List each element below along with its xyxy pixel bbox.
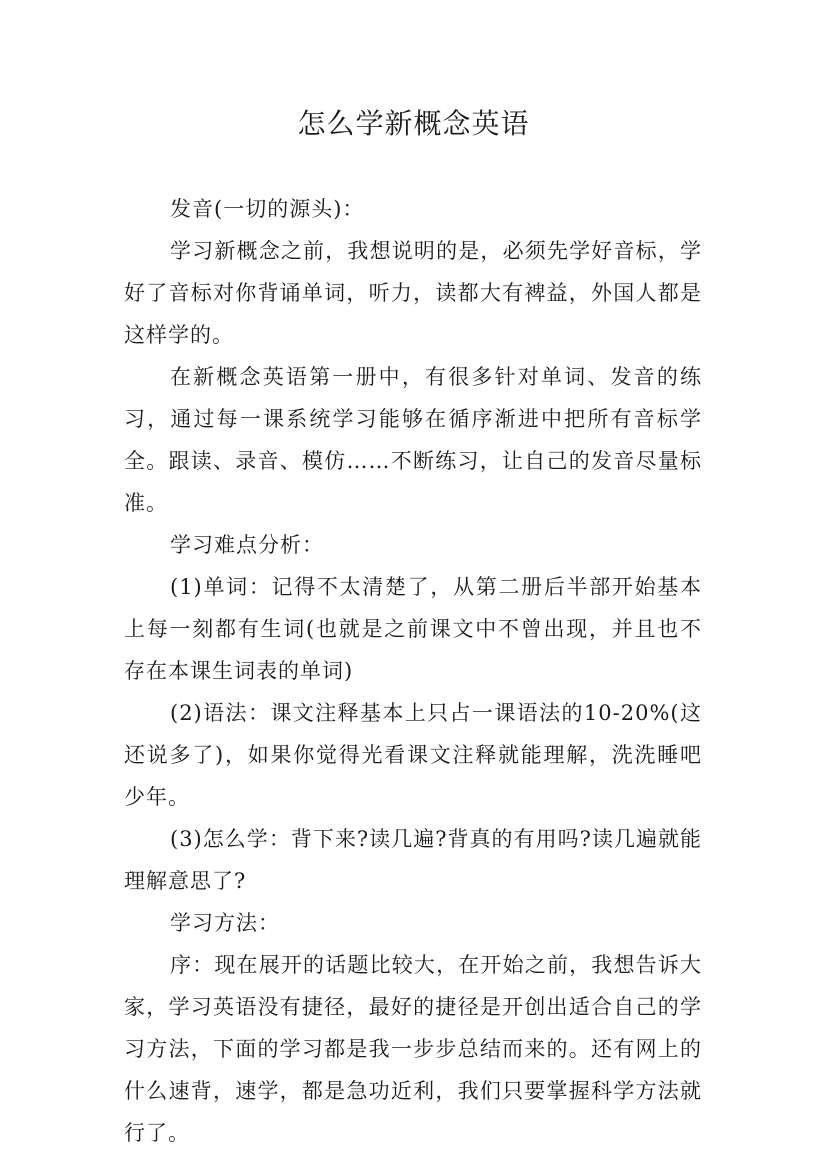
paragraph-method-heading: 学习方法： <box>170 911 280 935</box>
document-title: 怎么学新概念英语 <box>297 107 530 140</box>
paragraph-pronunciation-heading: 发音(一切的源头)： <box>170 197 365 221</box>
paragraph-phonetics: 学习新概念之前，我想说明的是，必须先学好音标，学好了音标对你背诵单词，听力，读都大有裨益，外国人都是这样学的。 <box>124 239 702 347</box>
paragraph-difficulty-heading: 学习难点分析： <box>170 533 324 557</box>
document-body <box>124 188 702 1154</box>
paragraph-vocabulary: (1)单词：记得不太清楚了，从第二册后半部开始基本上每一刻都有生词(也就是之前课文中不曾出现，并且也不存在本课生词表的单词) <box>124 575 702 683</box>
paragraph-grammar: (2)语法：课文注释基本上只占一课语法的10-20%(这还说多了)，如果你觉得光看课文注释就能理解，洗洗睡吧少年。 <box>124 701 702 809</box>
paragraph-book-one: 在新概念英语第一册中，有很多针对单词、发音的练习，通过每一课系统学习能够在循序渐进中把所有音标学全。跟读、录音、模仿……不断练习，让自己的发音尽量标准。 <box>124 365 702 515</box>
paragraph-preface: 序：现在展开的话题比较大，在开始之前，我想告诉大家，学习英语没有捷径，最好的捷径是开创出适合自己的学习方法，下面的学习都是我一步步总结而来的。还有网上的什么速背，速学，都是急功近利，我们只要掌握科学方法就行了。 <box>124 953 702 1145</box>
paragraph-how-to-learn: (3)怎么学：背下来?读几遍?背真的有用吗?读几遍就能理解意思了? <box>124 827 702 893</box>
